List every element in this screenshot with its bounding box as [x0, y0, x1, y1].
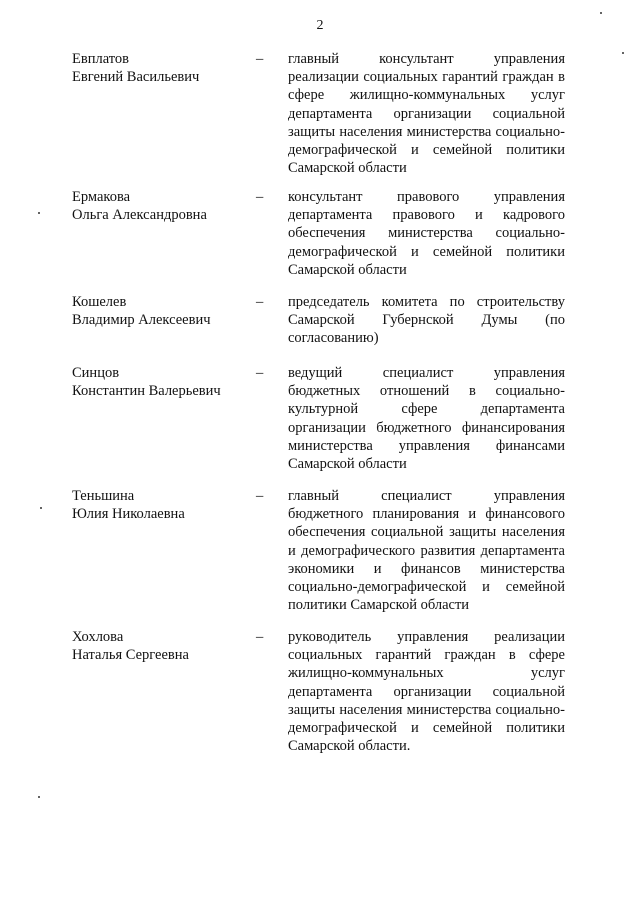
member-dash: – — [256, 629, 264, 645]
scan-speck — [40, 507, 42, 509]
member-given-names: Наталья Сергеевна — [72, 647, 189, 664]
scan-speck — [38, 212, 40, 214]
member-surname: Кошелев — [72, 294, 127, 310]
member-surname: Ермакова — [72, 189, 131, 205]
member-given-names: Ольга Александровна — [72, 207, 207, 224]
member-position: ведущий специалист управления бюджетных отношений в социально-культурной сфере департамента организации бюджетного финансирования министерства управления финансами Самарской области — [288, 365, 565, 473]
scan-speck — [622, 52, 624, 54]
member-name — [72, 487, 252, 523]
member-name — [72, 364, 252, 400]
member-position: главный специалист управления бюджетного планирования и финансового обеспечения социальной защиты населения и демографического развития департамента экономики и финансов министерства социально-демографической и семейной политики Самарской области — [288, 488, 565, 614]
member-given-names: Юлия Николаевна — [72, 506, 185, 523]
member-given-names: Константин Валерьевич — [72, 383, 221, 400]
member-position: руководитель управления реализации социальных гарантий граждан в сфере жилищно-коммунальных услуг департамента организации социальной защиты населения министерства социально-демографической и семейной политики Самарской области. — [288, 629, 565, 755]
member-dash: – — [256, 365, 264, 381]
member-name — [72, 50, 252, 86]
scan-speck — [600, 12, 602, 14]
member-surname: Евплатов — [72, 51, 130, 67]
member-given-names: Евгений Васильевич — [72, 69, 200, 86]
member-surname: Хохлова — [72, 629, 124, 645]
member-name — [72, 188, 252, 224]
member-surname: Синцов — [72, 365, 120, 381]
member-position: консультант правового управления департамента правового и кадрового обеспечения министерства социально-демографической и семейной политики Самарской области — [288, 189, 565, 278]
member-dash: – — [256, 488, 264, 504]
member-position: главный консультант управления реализации социальных гарантий граждан в сфере жилищно-коммунальных услуг департамента организации социальной защиты населения министерства социально-демографической и семейной политики Самарской области — [288, 51, 565, 177]
member-dash: – — [256, 189, 264, 205]
member-given-names: Владимир Алексеевич — [72, 312, 211, 329]
scan-speck — [38, 796, 40, 798]
member-name — [72, 628, 252, 664]
member-surname: Теньшина — [72, 488, 135, 504]
page-number: 2 — [316, 18, 324, 33]
member-position: председатель комитета по строительству Самарской Губернской Думы (по согласованию) — [288, 294, 565, 347]
member-dash: – — [256, 51, 264, 67]
member-name — [72, 293, 252, 329]
member-dash: – — [256, 294, 264, 310]
